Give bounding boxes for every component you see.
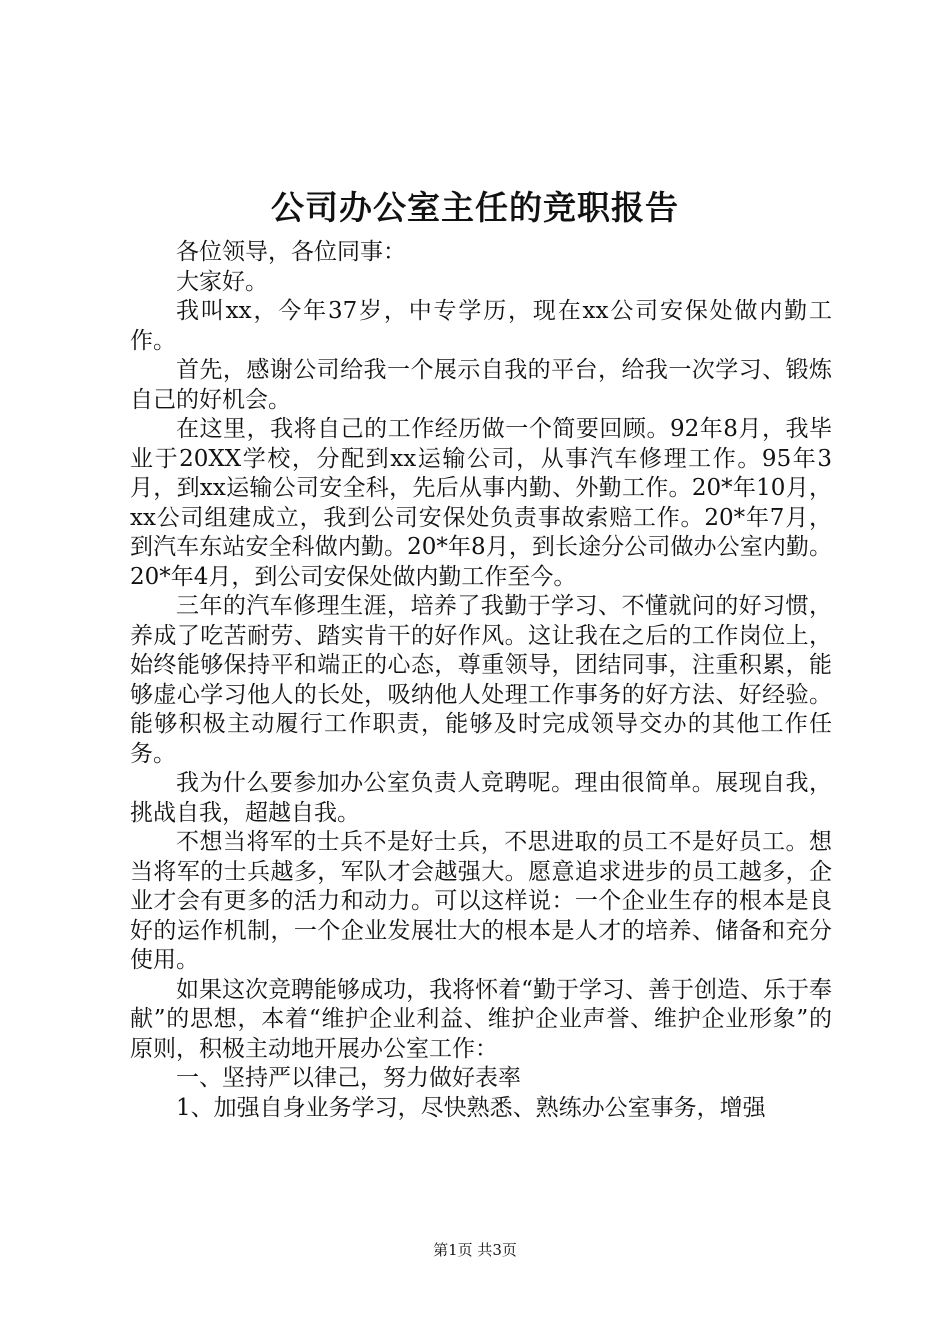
document-title: 公司办公室主任的竞职报告: [271, 188, 679, 227]
paragraph: 我叫xx，今年37岁，中专学历，现在xx公司安保处做内勤工作。: [130, 298, 832, 354]
paragraph: 如果这次竞聘能够成功，我将怀着“勤于学习、善于创造、乐于奉献”的思想，本着“维护企业利益、维护企业声誉、维护企业形象”的原则，积极主动地开展办公室工作：: [130, 976, 832, 1062]
paragraph: 不想当将军的士兵不是好士兵，不思进取的员工不是好员工。想当将军的士兵越多，军队才会越强大。愿意追求进步的员工越多，企业才会有更多的活力和动力。可以这样说：一个企业生存的根本是良好的运作机制，一个企业发展壮大的根本是人才的培养、储备和充分使用。: [130, 829, 832, 973]
section-heading: 一、坚持严以律己，努力做好表率: [176, 1065, 521, 1091]
document-body: [130, 238, 832, 1123]
paragraph: 我为什么要参加办公室负责人竞聘呢。理由很简单。展现自我，挑战自我，超越自我。: [130, 770, 832, 826]
paragraph: 在这里，我将自己的工作经历做一个简要回顾。92年8月，我毕业于20XX学校，分配到xx运输公司，从事汽车修理工作。95年3月，到xx运输公司安全科，先后从事内勤、外勤工作。20*年10月，xx公司组建成立，我到公司安保处负责事故索赔工作。20*年7月，到汽车东站安全科做内勤。20*年8月，到长途分公司做办公室内勤。20*年4月，到公司安保处做内勤工作至今。: [130, 416, 832, 590]
paragraph: 三年的汽车修理生涯，培养了我勤于学习、不懂就问的好习惯，养成了吃苦耐劳、踏实肯干的好作风。这让我在之后的工作岗位上，始终能够保持平和端正的心态，尊重领导，团结同事，注重积累，能够虚心学习他人的长处，吸纳他人处理工作事务的好方法、好经验。能够积极主动履行工作职责，能够及时完成领导交办的其他工作任务。: [130, 593, 832, 767]
greeting: 各位领导，各位同事：: [176, 239, 406, 265]
page-footer: 第1页 共3页: [433, 1241, 517, 1259]
paragraph: 首先，感谢公司给我一个展示自我的平台，给我一次学习、锻炼自己的好机会。: [130, 357, 832, 413]
paragraph: 大家好。: [176, 268, 268, 295]
paragraph: 1、加强自身业务学习，尽快熟悉、熟练办公室事务，增强: [176, 1094, 766, 1121]
